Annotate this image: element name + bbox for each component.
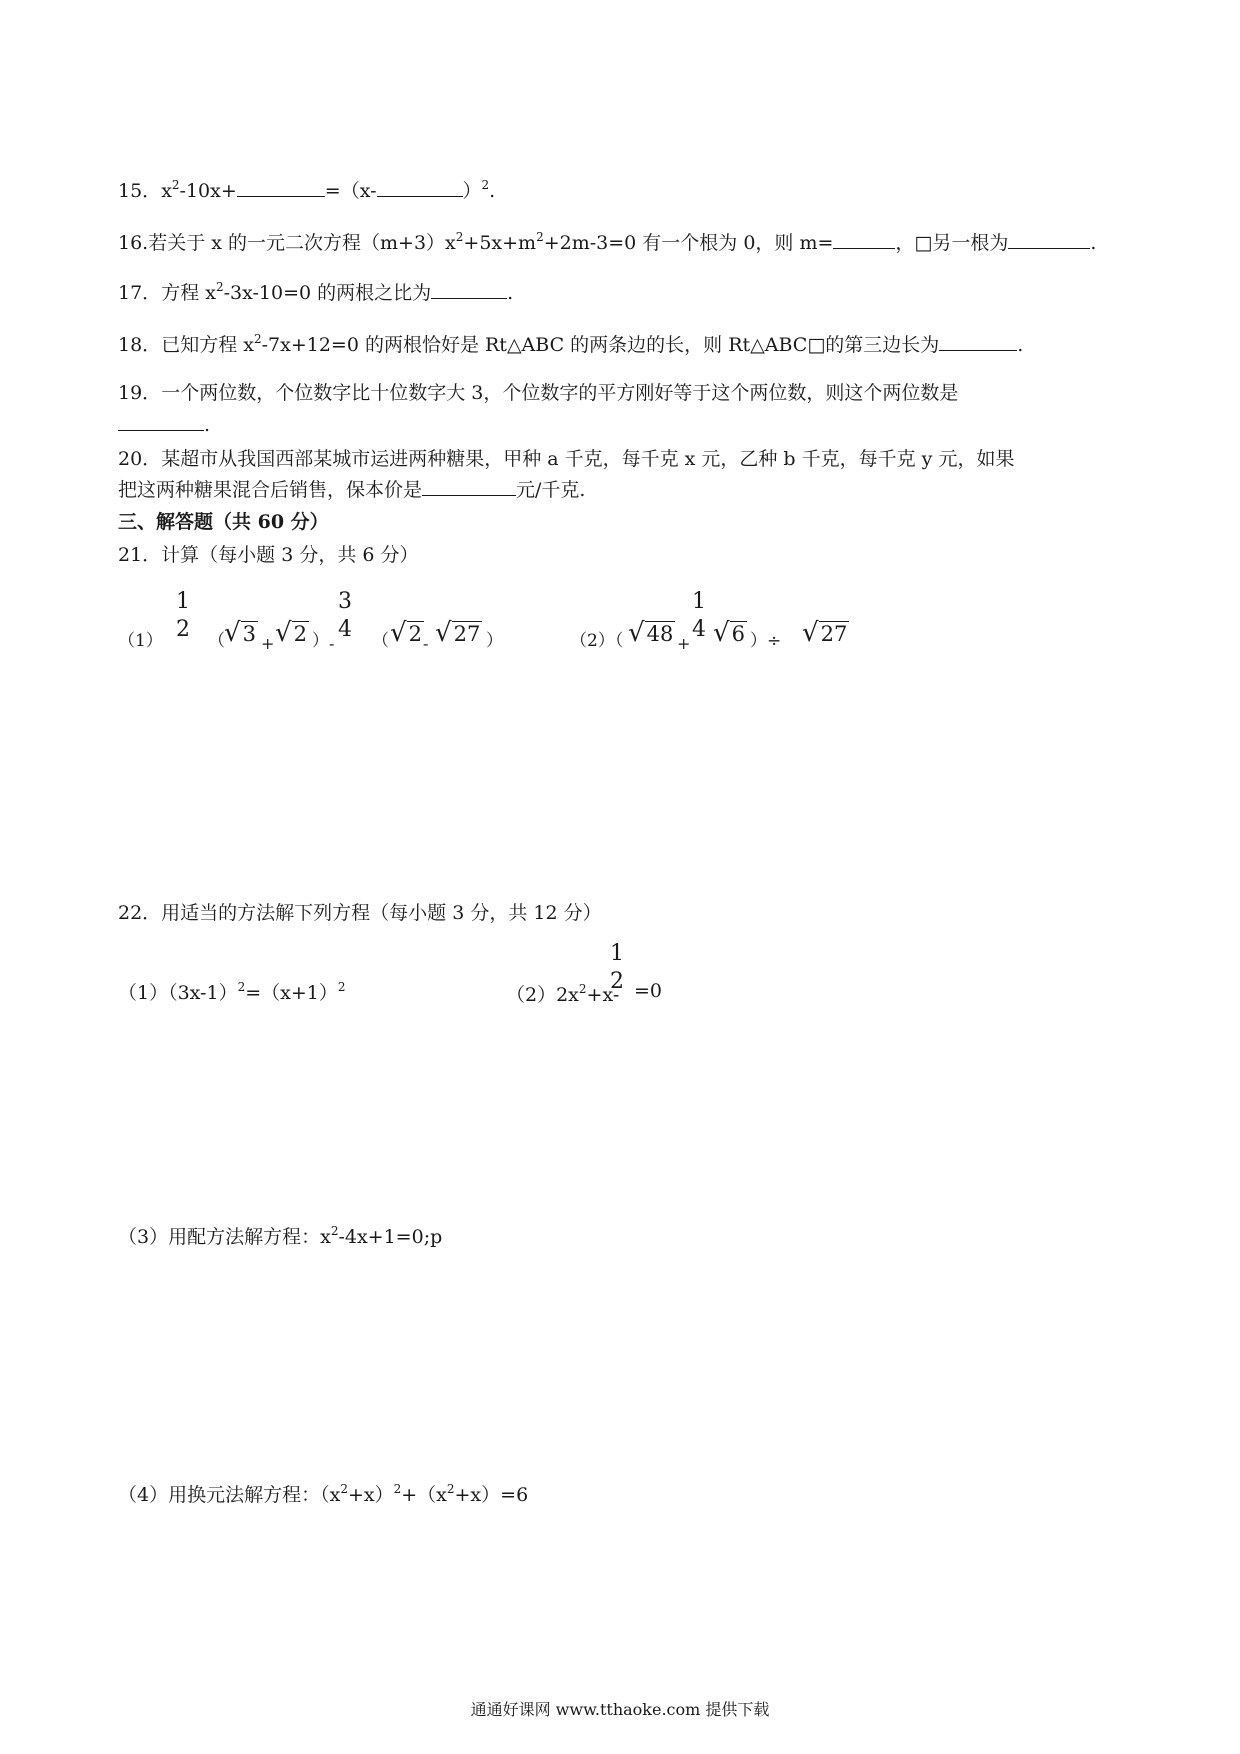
question-20-continued: 把这两种糖果混合后销售，保本价是 元/千克. bbox=[118, 479, 586, 501]
fraction-one-half: 1 2 bbox=[176, 589, 190, 642]
question-15: 15．$x^2-10x+ =(x-$ ）$^2$. bbox=[118, 178, 496, 202]
answer-blank[interactable] bbox=[237, 178, 325, 197]
question-21-title: 21．计算（每小题 3 分，共 6 分） bbox=[118, 544, 419, 566]
section-3-heading: 三、解答题（共 60 分） bbox=[118, 511, 329, 533]
sqrt-27: √27 bbox=[802, 618, 848, 648]
answer-blank[interactable] bbox=[1008, 230, 1090, 249]
question-22-title: 22．用适当的方法解下列方程（每小题 3 分，共 12 分） bbox=[118, 902, 602, 924]
question-21-part-2: （2）（ √48 + 1 4 √6 ）÷ √27 bbox=[570, 589, 848, 653]
sqrt-2: √2 bbox=[275, 618, 307, 648]
sqrt-6: √6 bbox=[713, 618, 745, 648]
answer-blank[interactable] bbox=[833, 230, 895, 249]
question-22-part-4: （4）用换元法解方程：$(x^2+x)^2+(x^2+x)=6$ bbox=[118, 1482, 529, 1506]
question-22-part-2: $(2)2x^2+x-$ 1 2 =0 bbox=[506, 941, 663, 1006]
sqrt-27: √27 bbox=[435, 618, 481, 648]
question-19-continued: . bbox=[118, 412, 210, 438]
sqrt-2: √2 bbox=[390, 618, 422, 648]
question-16: 16.若关于 x 的一元二次方程$(m+3)x^2+5x+m^2+2m-3=0$ 有一个根为 0，则 m= ，□另一根为 . bbox=[118, 230, 1097, 254]
answer-blank[interactable] bbox=[431, 280, 507, 299]
sqrt-3: √3 bbox=[224, 618, 256, 648]
page-footer: 通通好课网 www.tthaoke.com 提供下载 bbox=[470, 1700, 770, 1719]
answer-blank[interactable] bbox=[422, 477, 516, 496]
fraction-one-half: 1 2 bbox=[610, 941, 624, 994]
question-22-part-1: $(1)(3x-1)^2=(x+1)^2$ bbox=[118, 980, 346, 1004]
sqrt-48: √48 bbox=[628, 618, 674, 648]
answer-blank[interactable] bbox=[118, 412, 204, 431]
answer-blank[interactable] bbox=[377, 178, 463, 197]
fraction-three-quarters: 3 4 bbox=[338, 589, 352, 642]
answer-blank[interactable] bbox=[939, 332, 1017, 351]
question-22-part-3: （3）用配方法解方程：$x^2-4x+1=0;p$ bbox=[118, 1224, 443, 1248]
fraction-one-quarter: 1 4 bbox=[692, 589, 706, 642]
question-17: 17．方程 $x^2-3x-10=0$ 的两根之比为 . bbox=[118, 280, 514, 304]
question-20: 20．某超市从我国西部某城市运进两种糖果，甲种 a 千克，每千克 x 元，乙种 b 千克，每千克 y 元，如果 bbox=[118, 448, 1015, 470]
question-21-part-1: （1） 1 2 （ √3 + √2 ） - 3 4 （ √2 - √27 ） bbox=[118, 589, 503, 653]
question-19: 19．一个两位数，个位数字比十位数字大 3，个位数字的平方刚好等于这个两位数，则这个两位数是 bbox=[118, 382, 959, 404]
question-18: 18．已知方程 $x^2-7x+12=0$ 的两根恰好是 Rt△ABC 的两条边的长，则 Rt△ABC□的第三边长为 . bbox=[118, 332, 1024, 356]
